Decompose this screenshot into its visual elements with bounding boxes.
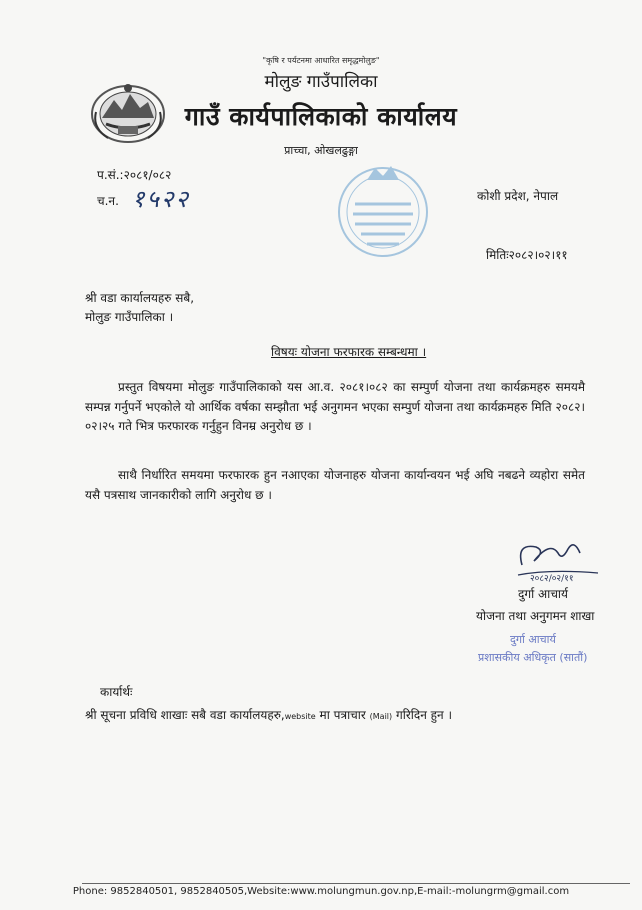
recipient-line-1: श्री वडा कार्यालयहरु सबै, — [85, 291, 195, 305]
cc-mail: (Mail) — [369, 712, 393, 721]
patra-sankhya: प.सं.:२०८१/०८२ — [97, 168, 172, 182]
municipality-name: मोलुङ गाउँपालिका — [264, 72, 378, 92]
cc-website: website — [284, 712, 316, 721]
cc-text-before: श्री सूचना प्रविधि शाखाः सबै वडा कार्यालयहरु, — [85, 708, 285, 722]
handwritten-signature-icon — [510, 535, 600, 583]
chalani-label: च.न. — [97, 194, 119, 208]
office-seal-stamp-icon — [333, 158, 433, 260]
footer-divider — [82, 883, 630, 884]
cc-line — [85, 706, 452, 723]
body-paragraph-2: साथै निर्धारित समयमा फरफारक हुन नआएका योजनाहरु योजना कार्यान्वयन भई अघि नबढने व्यहोरा समेत यसै पत्रसाथ जानकारीको लागि अनुरोध छ । — [85, 468, 585, 502]
cc-text-after: गरिदिन हुन । — [392, 708, 453, 722]
office-address: प्राच्चा, ओखलढुङ्गा — [284, 144, 358, 157]
chalani-number: १५२२ — [132, 185, 190, 213]
province-text: कोशी प्रदेश, नेपाल — [477, 189, 559, 203]
signatory-department: योजना तथा अनुगमन शाखा — [476, 609, 595, 623]
letter-date: मितिः२०८२।०२।११ — [486, 248, 568, 262]
svg-text:२०८२/०२/११: २०८२/०२/११ — [530, 574, 574, 583]
cc-text-middle: मा पत्राचार — [315, 708, 370, 722]
signatory-name: दुर्गा आचार्य — [518, 587, 569, 601]
recipient-line-2: मोलुङ गाउँपालिका । — [85, 310, 174, 324]
seal-signatory-name: दुर्गा आचार्य — [510, 633, 556, 646]
office-title: गाउँ कार्यपालिकाको कार्यालय — [184, 102, 458, 131]
seal-signatory-post: प्रशासकीय अधिकृत (सातौं) — [478, 651, 588, 664]
subject-line: विषयः योजना फरफारक सम्बन्धमा । — [271, 345, 427, 359]
body-paragraph-1: प्रस्तुत विषयमा मोलुङ गाउँपालिकाको यस आ.व. २०८१।०८२ का सम्पुर्ण योजना तथा कार्यक्रमहरु समयमै सम्पन्न गर्नुपर्ने भएकोले यो आर्थिक वर्षका सम्झौता भई अनुगमन भएका सम्पुर्ण योजना तथा कार्यक्रमहरु मिति २०८२।०२।२५ गते भित्र फरफारक गर्नुहुन विनम्र अनुरोध छ । — [85, 380, 585, 434]
footer-contact: Phone: 9852840501, 9852840505,Website:www.molungmun.gov.np,E-mail:-molungrm@gmail.com — [72, 886, 570, 897]
motto: "कृषि र पर्यटनमा आधारित समृद्धमोलुङ" — [262, 56, 380, 65]
cc-label: कार्यार्थः — [100, 685, 133, 699]
